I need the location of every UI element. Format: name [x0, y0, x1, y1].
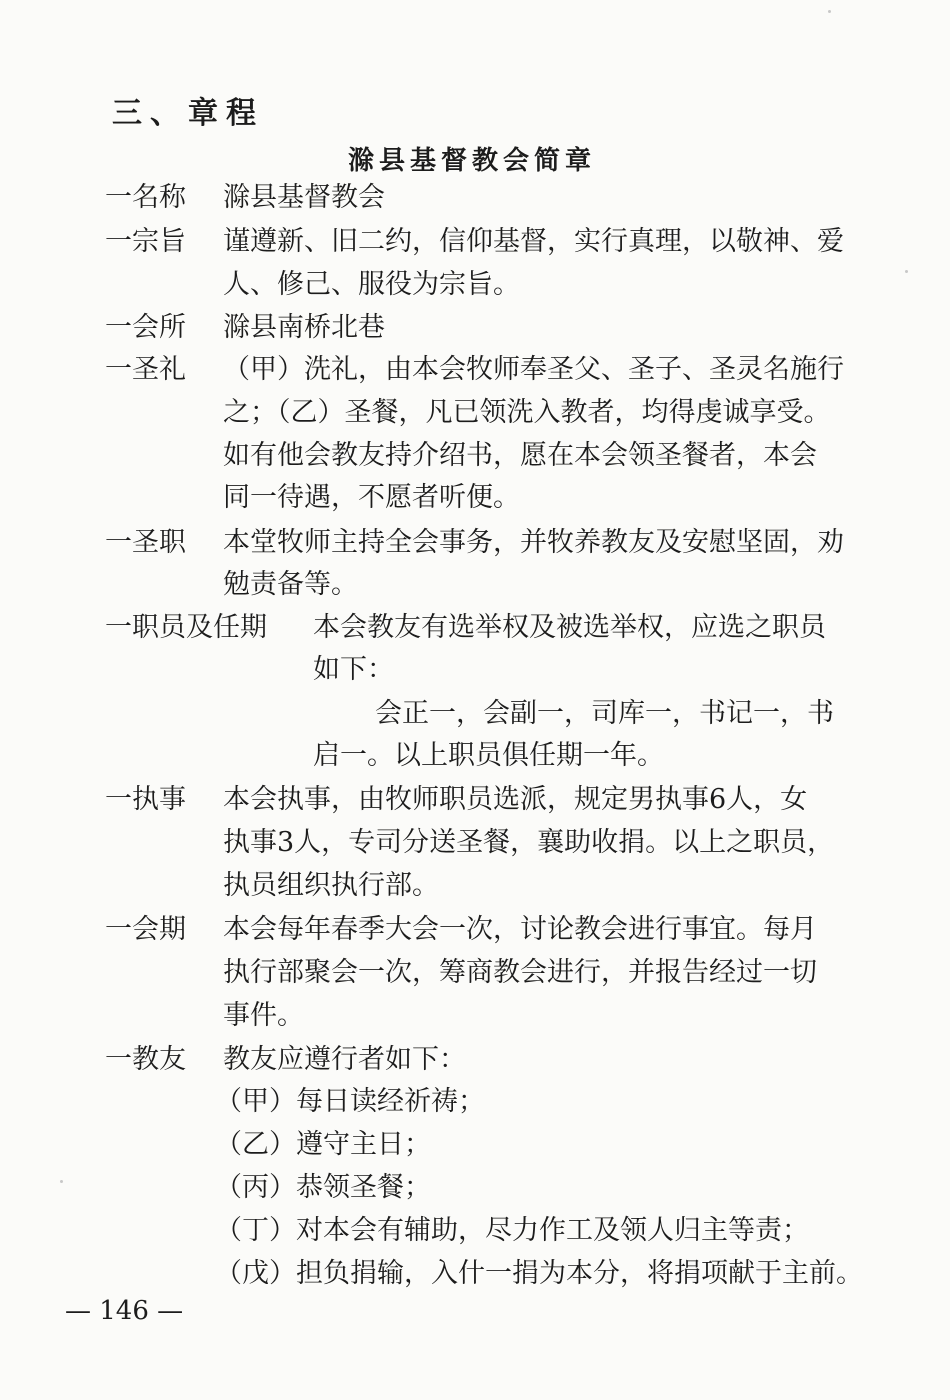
document-title: 滁县基督教会简章 — [348, 146, 597, 176]
article-label: 一圣职 — [105, 527, 186, 558]
article-text: 教友应遵行者如下： — [223, 1044, 466, 1075]
article-text: 同一待遇，不愿者听便。 — [223, 482, 520, 513]
article-text: 勉责备等。 — [223, 569, 358, 600]
article-text: 之；（乙）圣餐，凡已领洗入教者，均得虔诚享受。 — [223, 397, 831, 428]
article-text: （甲）每日读经祈祷； — [215, 1086, 485, 1117]
article-text: （乙）遵守主日； — [215, 1129, 431, 1160]
article-text: 本会每年春季大会一次，讨论教会进行事宜。每月 — [223, 914, 817, 945]
article-text: 如下： — [313, 654, 394, 685]
scan-speck — [828, 10, 831, 13]
article-text: （甲）洗礼，由本会牧师奉圣父、圣子、圣灵名施行 — [223, 354, 844, 385]
article-text: 本会教友有选举权及被选举权，应选之职员 — [313, 612, 826, 643]
article-text: 本堂牧师主持全会事务，并牧养教友及安慰坚固，劝 — [223, 527, 844, 558]
article-text: 执员组织执行部。 — [223, 870, 439, 901]
article-text: 启一。以上职员俱任期一年。 — [313, 740, 664, 771]
article-label: 一宗旨 — [105, 226, 186, 257]
article-label: 一圣礼 — [105, 354, 186, 385]
article-text: 会正一，会副一，司库一，书记一，书 — [375, 698, 834, 729]
article-text: 执事3人，专司分送圣餐，襄助收捐。以上之职员， — [223, 827, 835, 858]
article-text: 滁县南桥北巷 — [223, 312, 385, 343]
article-text: 如有他会教友持介绍书，愿在本会领圣餐者，本会 — [223, 440, 817, 471]
article-label: 一名称 — [105, 182, 186, 213]
scan-speck — [905, 270, 908, 273]
article-text: 滁县基督教会 — [223, 182, 385, 213]
article-text: 本会执事，由牧师职员选派，规定男执事6人，女 — [223, 784, 808, 815]
section-heading: 三、章程 — [112, 96, 264, 131]
page-number: — 146 — — [65, 1296, 184, 1326]
article-text: 事件。 — [223, 1000, 304, 1031]
article-text: （丁）对本会有辅助，尽力作工及领人归主等责； — [215, 1215, 809, 1246]
scan-speck — [60, 1180, 63, 1183]
article-text: 执行部聚会一次，筹商教会进行，并报告经过一切 — [223, 957, 817, 988]
article-text: 谨遵新、旧二约，信仰基督，实行真理，以敬神、爱 — [223, 226, 844, 257]
article-text: 人、修己、服役为宗旨。 — [223, 269, 520, 300]
article-label: 一教友 — [105, 1044, 186, 1075]
article-text: （戊）担负捐输，入什一捐为本分，将捐项献于主前。 — [215, 1258, 863, 1289]
article-label: 一职员及任期 — [105, 612, 267, 643]
article-label: 一会期 — [105, 914, 186, 945]
article-text: （丙）恭领圣餐； — [215, 1172, 431, 1203]
article-label: 一执事 — [105, 784, 186, 815]
article-label: 一会所 — [105, 312, 186, 343]
